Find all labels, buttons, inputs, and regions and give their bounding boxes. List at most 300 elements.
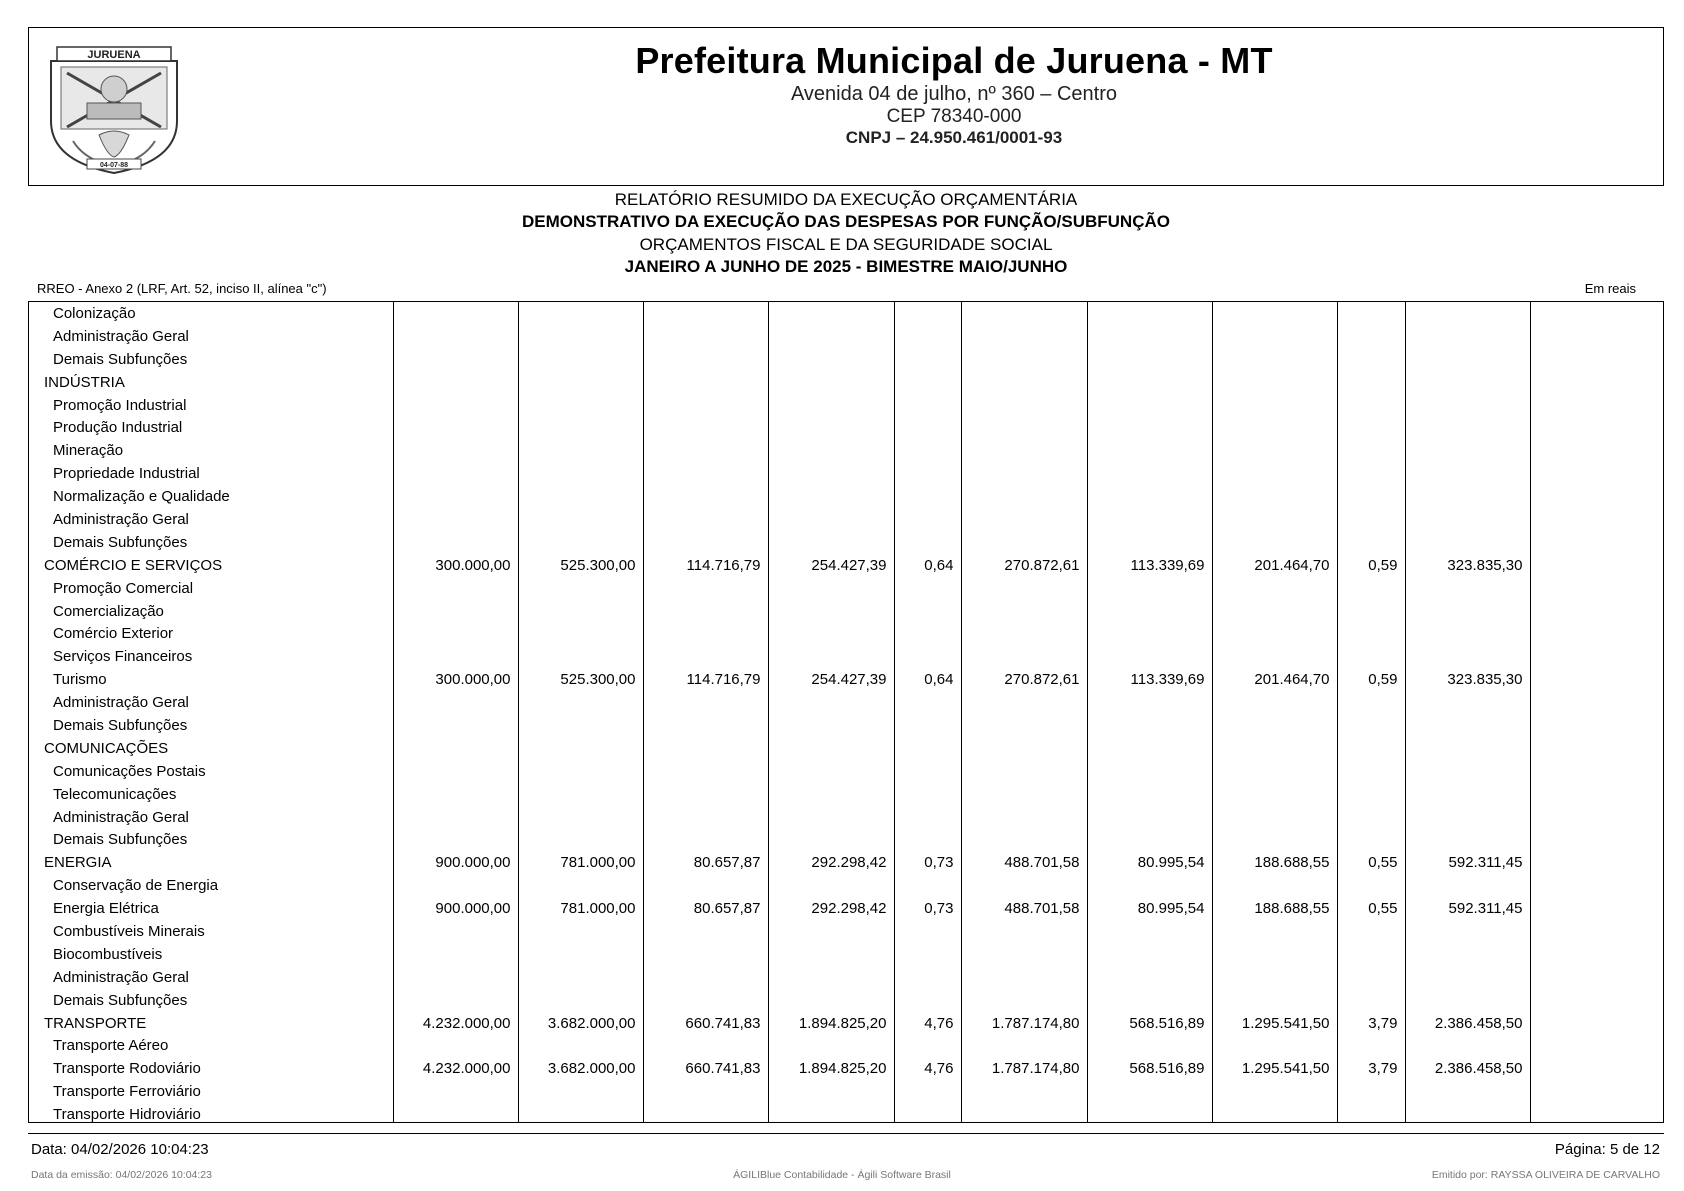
value-cell	[393, 508, 518, 531]
value-cell	[1212, 348, 1337, 371]
value-cell	[1530, 966, 1662, 989]
value-cell	[1405, 714, 1530, 737]
value-cell	[518, 1080, 643, 1103]
value-cell	[961, 416, 1087, 439]
value-cell	[1212, 783, 1337, 806]
value-cell	[393, 783, 518, 806]
value-cell	[768, 1080, 894, 1103]
value-cell: 113.339,69	[1087, 554, 1212, 577]
value-cell: 270.872,61	[961, 554, 1087, 577]
value-cell: 3,79	[1337, 1057, 1405, 1080]
value-cell	[643, 737, 768, 760]
value-cell	[894, 439, 961, 462]
value-cell	[894, 622, 961, 645]
value-cell	[961, 325, 1087, 348]
value-cell	[768, 943, 894, 966]
value-cell	[961, 714, 1087, 737]
value-cell	[961, 783, 1087, 806]
value-cell	[643, 989, 768, 1012]
value-cell	[393, 943, 518, 966]
value-cell	[1405, 508, 1530, 531]
value-cell	[1212, 600, 1337, 623]
value-cell	[894, 394, 961, 417]
value-cell	[1337, 1080, 1405, 1103]
table-row	[29, 989, 1662, 1012]
svg-text:JURUENA: JURUENA	[87, 49, 141, 61]
table-row	[29, 760, 1662, 783]
value-cell: 270.872,61	[961, 668, 1087, 691]
value-cell	[768, 737, 894, 760]
value-cell	[961, 622, 1087, 645]
subfunction-label: Demais Subfunções	[29, 531, 393, 554]
value-cell	[1530, 302, 1662, 325]
value-cell	[518, 577, 643, 600]
table-row	[29, 828, 1662, 851]
value-cell	[1405, 439, 1530, 462]
value-cell	[518, 828, 643, 851]
value-cell: 254.427,39	[768, 668, 894, 691]
value-cell	[894, 485, 961, 508]
table-row	[29, 874, 1662, 897]
value-cell	[518, 622, 643, 645]
subfunction-label: Energia Elétrica	[29, 897, 393, 920]
value-cell: 2.386.458,50	[1405, 1057, 1530, 1080]
value-cell: 300.000,00	[393, 554, 518, 577]
value-cell	[518, 325, 643, 348]
value-cell	[1405, 1103, 1530, 1123]
value-cell: 3.682.000,00	[518, 1012, 643, 1035]
value-cell	[1212, 943, 1337, 966]
value-cell	[1337, 462, 1405, 485]
cep: CEP 78340-000	[886, 106, 1022, 127]
value-cell	[1405, 828, 1530, 851]
value-cell	[1212, 531, 1337, 554]
currency-unit: Em reais	[1584, 281, 1636, 296]
value-cell: 3.682.000,00	[518, 1057, 643, 1080]
value-cell	[961, 691, 1087, 714]
value-cell	[643, 920, 768, 943]
value-cell	[518, 714, 643, 737]
value-cell	[1337, 645, 1405, 668]
value-cell	[1530, 577, 1662, 600]
value-cell	[1087, 989, 1212, 1012]
subfunction-label: Demais Subfunções	[29, 828, 393, 851]
value-cell	[643, 485, 768, 508]
value-cell	[518, 302, 643, 325]
value-cell	[643, 966, 768, 989]
value-cell	[1087, 943, 1212, 966]
value-cell	[1087, 325, 1212, 348]
value-cell	[1337, 348, 1405, 371]
table-row	[29, 691, 1662, 714]
value-cell	[894, 325, 961, 348]
value-cell	[393, 920, 518, 943]
value-cell	[1212, 737, 1337, 760]
issuer: Emitido por: RAYSSA OLIVEIRA DE CARVALHO	[1431, 1169, 1660, 1181]
value-cell	[518, 943, 643, 966]
value-cell	[643, 714, 768, 737]
value-cell	[393, 371, 518, 394]
value-cell	[1405, 371, 1530, 394]
value-cell	[1087, 1103, 1212, 1123]
value-cell: 4.232.000,00	[393, 1012, 518, 1035]
value-cell	[393, 439, 518, 462]
value-cell: 80.995,54	[1087, 897, 1212, 920]
value-cell	[518, 1035, 643, 1058]
table-row	[29, 554, 1662, 577]
table-row	[29, 416, 1662, 439]
value-cell	[768, 439, 894, 462]
value-cell	[643, 874, 768, 897]
value-cell	[518, 874, 643, 897]
value-cell	[768, 760, 894, 783]
value-cell: 1.787.174,80	[961, 1012, 1087, 1035]
value-cell	[1087, 622, 1212, 645]
value-cell	[393, 348, 518, 371]
report-period: JANEIRO A JUNHO DE 2025 - BIMESTRE MAIO/JUNHO	[624, 257, 1068, 276]
value-cell: 781.000,00	[518, 897, 643, 920]
value-cell	[961, 828, 1087, 851]
cnpj: CNPJ – 24.950.461/0001-93	[845, 128, 1063, 147]
value-cell	[1337, 371, 1405, 394]
value-cell	[894, 416, 961, 439]
value-cell	[643, 645, 768, 668]
software-credit: ÁGILIBlue Contabilidade - Ágili Software Brasil	[733, 1169, 951, 1181]
value-cell	[1530, 348, 1662, 371]
subfunction-label: Demais Subfunções	[29, 348, 393, 371]
value-cell: 300.000,00	[393, 668, 518, 691]
value-cell	[1530, 1057, 1662, 1080]
subfunction-label: Normalização e Qualidade	[29, 485, 393, 508]
value-cell	[643, 302, 768, 325]
value-cell: 488.701,58	[961, 897, 1087, 920]
value-cell	[1405, 348, 1530, 371]
subfunction-label: Mineração	[29, 439, 393, 462]
value-cell	[768, 966, 894, 989]
value-cell	[393, 531, 518, 554]
value-cell	[894, 714, 961, 737]
table-row	[29, 302, 1662, 325]
function-label: COMÉRCIO E SERVIÇOS	[29, 554, 393, 577]
municipal-coat-of-arms-logo	[43, 43, 185, 177]
value-cell	[961, 348, 1087, 371]
value-cell: 2.386.458,50	[1405, 1012, 1530, 1035]
subfunction-label: Produção Industrial	[29, 416, 393, 439]
value-cell: 568.516,89	[1087, 1057, 1212, 1080]
value-cell	[768, 806, 894, 829]
value-cell	[643, 760, 768, 783]
subfunction-label: Colonização	[29, 302, 393, 325]
value-cell: 254.427,39	[768, 554, 894, 577]
value-cell	[1337, 760, 1405, 783]
value-cell	[1530, 989, 1662, 1012]
subfunction-label: Demais Subfunções	[29, 989, 393, 1012]
value-cell	[894, 600, 961, 623]
emission-date: Data da emissão: 04/02/2026 10:04:23	[31, 1169, 212, 1181]
value-cell	[1530, 462, 1662, 485]
value-cell	[643, 691, 768, 714]
value-cell	[1087, 302, 1212, 325]
value-cell	[1087, 874, 1212, 897]
value-cell	[643, 806, 768, 829]
value-cell: 4,76	[894, 1012, 961, 1035]
value-cell	[768, 577, 894, 600]
value-cell	[1405, 416, 1530, 439]
value-cell	[768, 600, 894, 623]
value-cell	[1087, 828, 1212, 851]
value-cell	[518, 806, 643, 829]
value-cell	[1530, 531, 1662, 554]
value-cell	[1405, 394, 1530, 417]
value-cell: 660.741,83	[643, 1012, 768, 1035]
value-cell	[1087, 920, 1212, 943]
value-cell	[1337, 394, 1405, 417]
expenses-table	[28, 301, 1664, 1123]
value-cell	[1212, 989, 1337, 1012]
value-cell	[1405, 943, 1530, 966]
value-cell	[768, 531, 894, 554]
value-cell	[643, 394, 768, 417]
value-cell: 80.657,87	[643, 897, 768, 920]
value-cell	[1212, 874, 1337, 897]
value-cell	[1087, 394, 1212, 417]
value-cell	[1530, 394, 1662, 417]
value-cell	[1087, 760, 1212, 783]
table-row	[29, 1080, 1662, 1103]
value-cell	[1405, 783, 1530, 806]
subfunction-label: Combustíveis Minerais	[29, 920, 393, 943]
report-subtitle: DEMONSTRATIVO DA EXECUÇÃO DAS DESPESAS POR FUNÇÃO/SUBFUNÇÃO	[522, 212, 1170, 231]
value-cell	[1530, 416, 1662, 439]
value-cell	[393, 1103, 518, 1123]
value-cell: 660.741,83	[643, 1057, 768, 1080]
value-cell: 0,73	[894, 897, 961, 920]
value-cell	[1405, 966, 1530, 989]
municipality-title: Prefeitura Municipal de Juruena - MT	[635, 40, 1273, 81]
subfunction-label: Demais Subfunções	[29, 714, 393, 737]
value-cell	[894, 783, 961, 806]
value-cell	[768, 622, 894, 645]
value-cell	[1212, 508, 1337, 531]
value-cell	[1530, 760, 1662, 783]
value-cell	[393, 416, 518, 439]
value-cell	[894, 806, 961, 829]
value-cell	[1337, 1103, 1405, 1123]
value-cell	[1087, 966, 1212, 989]
value-cell	[1087, 645, 1212, 668]
value-cell	[1337, 874, 1405, 897]
value-cell	[1530, 371, 1662, 394]
value-cell	[393, 691, 518, 714]
report-scope: ORÇAMENTOS FISCAL E DA SEGURIDADE SOCIAL	[639, 235, 1053, 254]
function-label: COMUNICAÇÕES	[29, 737, 393, 760]
value-cell	[643, 371, 768, 394]
value-cell: 4,76	[894, 1057, 961, 1080]
value-cell	[768, 485, 894, 508]
value-cell: 188.688,55	[1212, 851, 1337, 874]
value-cell	[1212, 302, 1337, 325]
address: Avenida 04 de julho, nº 360 – Centro	[790, 83, 1118, 105]
value-cell	[1087, 1035, 1212, 1058]
value-cell	[961, 1035, 1087, 1058]
value-cell	[1530, 668, 1662, 691]
value-cell	[1087, 1080, 1212, 1103]
value-cell: 323.835,30	[1405, 554, 1530, 577]
table-row	[29, 897, 1662, 920]
value-cell	[768, 828, 894, 851]
value-cell	[768, 325, 894, 348]
value-cell: 188.688,55	[1212, 897, 1337, 920]
value-cell	[518, 371, 643, 394]
value-cell	[643, 828, 768, 851]
table-row	[29, 622, 1662, 645]
value-cell	[1087, 485, 1212, 508]
value-cell	[961, 966, 1087, 989]
value-cell	[961, 989, 1087, 1012]
value-cell: 80.657,87	[643, 851, 768, 874]
value-cell	[1337, 1035, 1405, 1058]
value-cell: 1.894.825,20	[768, 1057, 894, 1080]
value-cell	[393, 325, 518, 348]
value-cell	[1530, 714, 1662, 737]
value-cell	[894, 1103, 961, 1123]
subfunction-label: Telecomunicações	[29, 783, 393, 806]
value-cell	[393, 737, 518, 760]
value-cell	[643, 325, 768, 348]
value-cell	[961, 394, 1087, 417]
subfunction-label: Transporte Ferroviário	[29, 1080, 393, 1103]
table-row	[29, 371, 1662, 394]
value-cell	[768, 416, 894, 439]
table-row	[29, 1012, 1662, 1035]
value-cell	[1405, 920, 1530, 943]
value-cell	[393, 874, 518, 897]
value-cell	[961, 508, 1087, 531]
value-cell	[393, 760, 518, 783]
value-cell	[768, 371, 894, 394]
table-row	[29, 531, 1662, 554]
value-cell	[961, 943, 1087, 966]
value-cell	[643, 1035, 768, 1058]
value-cell: 0,64	[894, 554, 961, 577]
table-row	[29, 462, 1662, 485]
value-cell	[1212, 325, 1337, 348]
value-cell	[1530, 600, 1662, 623]
value-cell: 525.300,00	[518, 554, 643, 577]
value-cell	[518, 1103, 643, 1123]
value-cell	[1087, 508, 1212, 531]
table-row	[29, 806, 1662, 829]
value-cell	[961, 531, 1087, 554]
subfunction-label: Comércio Exterior	[29, 622, 393, 645]
value-cell	[643, 416, 768, 439]
value-cell	[1530, 1080, 1662, 1103]
value-cell	[894, 943, 961, 966]
value-cell	[643, 531, 768, 554]
value-cell	[961, 874, 1087, 897]
value-cell	[1212, 806, 1337, 829]
subfunction-label: Serviços Financeiros	[29, 645, 393, 668]
value-cell	[1087, 783, 1212, 806]
value-cell	[1337, 806, 1405, 829]
value-cell	[643, 348, 768, 371]
value-cell	[1212, 439, 1337, 462]
value-cell	[1087, 714, 1212, 737]
table-row	[29, 783, 1662, 806]
value-cell	[1087, 371, 1212, 394]
value-cell: 292.298,42	[768, 851, 894, 874]
value-cell	[1212, 1080, 1337, 1103]
value-cell	[961, 645, 1087, 668]
value-cell: 1.894.825,20	[768, 1012, 894, 1035]
value-cell	[1212, 645, 1337, 668]
value-cell	[518, 462, 643, 485]
table-row	[29, 1103, 1662, 1123]
value-cell	[768, 645, 894, 668]
value-cell	[1212, 371, 1337, 394]
value-cell	[518, 989, 643, 1012]
value-cell	[768, 462, 894, 485]
function-label: ENERGIA	[29, 851, 393, 874]
value-cell: 0,64	[894, 668, 961, 691]
value-cell	[393, 462, 518, 485]
value-cell	[393, 806, 518, 829]
value-cell	[643, 622, 768, 645]
table-row	[29, 348, 1662, 371]
value-cell	[1337, 622, 1405, 645]
value-cell	[894, 302, 961, 325]
value-cell	[961, 485, 1087, 508]
table-row	[29, 737, 1662, 760]
value-cell	[961, 760, 1087, 783]
value-cell	[1405, 462, 1530, 485]
value-cell	[961, 806, 1087, 829]
value-cell	[1212, 691, 1337, 714]
value-cell	[1530, 1035, 1662, 1058]
value-cell	[894, 828, 961, 851]
value-cell	[1087, 691, 1212, 714]
value-cell	[768, 1035, 894, 1058]
value-cell	[393, 302, 518, 325]
value-cell	[1530, 897, 1662, 920]
value-cell	[1405, 1080, 1530, 1103]
value-cell	[894, 645, 961, 668]
table-row	[29, 966, 1662, 989]
subfunction-label: Promoção Industrial	[29, 394, 393, 417]
value-cell	[1530, 783, 1662, 806]
value-cell	[1405, 577, 1530, 600]
value-cell: 323.835,30	[1405, 668, 1530, 691]
value-cell: 900.000,00	[393, 897, 518, 920]
value-cell	[768, 394, 894, 417]
value-cell	[1337, 600, 1405, 623]
value-cell	[1212, 714, 1337, 737]
value-cell	[894, 348, 961, 371]
value-cell	[393, 1080, 518, 1103]
table-row	[29, 508, 1662, 531]
value-cell: 3,79	[1337, 1012, 1405, 1035]
value-cell	[1212, 462, 1337, 485]
table-row	[29, 439, 1662, 462]
table-row	[29, 1057, 1662, 1080]
value-cell	[643, 600, 768, 623]
value-cell: 488.701,58	[961, 851, 1087, 874]
subfunction-label: Promoção Comercial	[29, 577, 393, 600]
value-cell	[1405, 485, 1530, 508]
value-cell: 592.311,45	[1405, 851, 1530, 874]
value-cell	[1530, 645, 1662, 668]
value-cell: 201.464,70	[1212, 668, 1337, 691]
